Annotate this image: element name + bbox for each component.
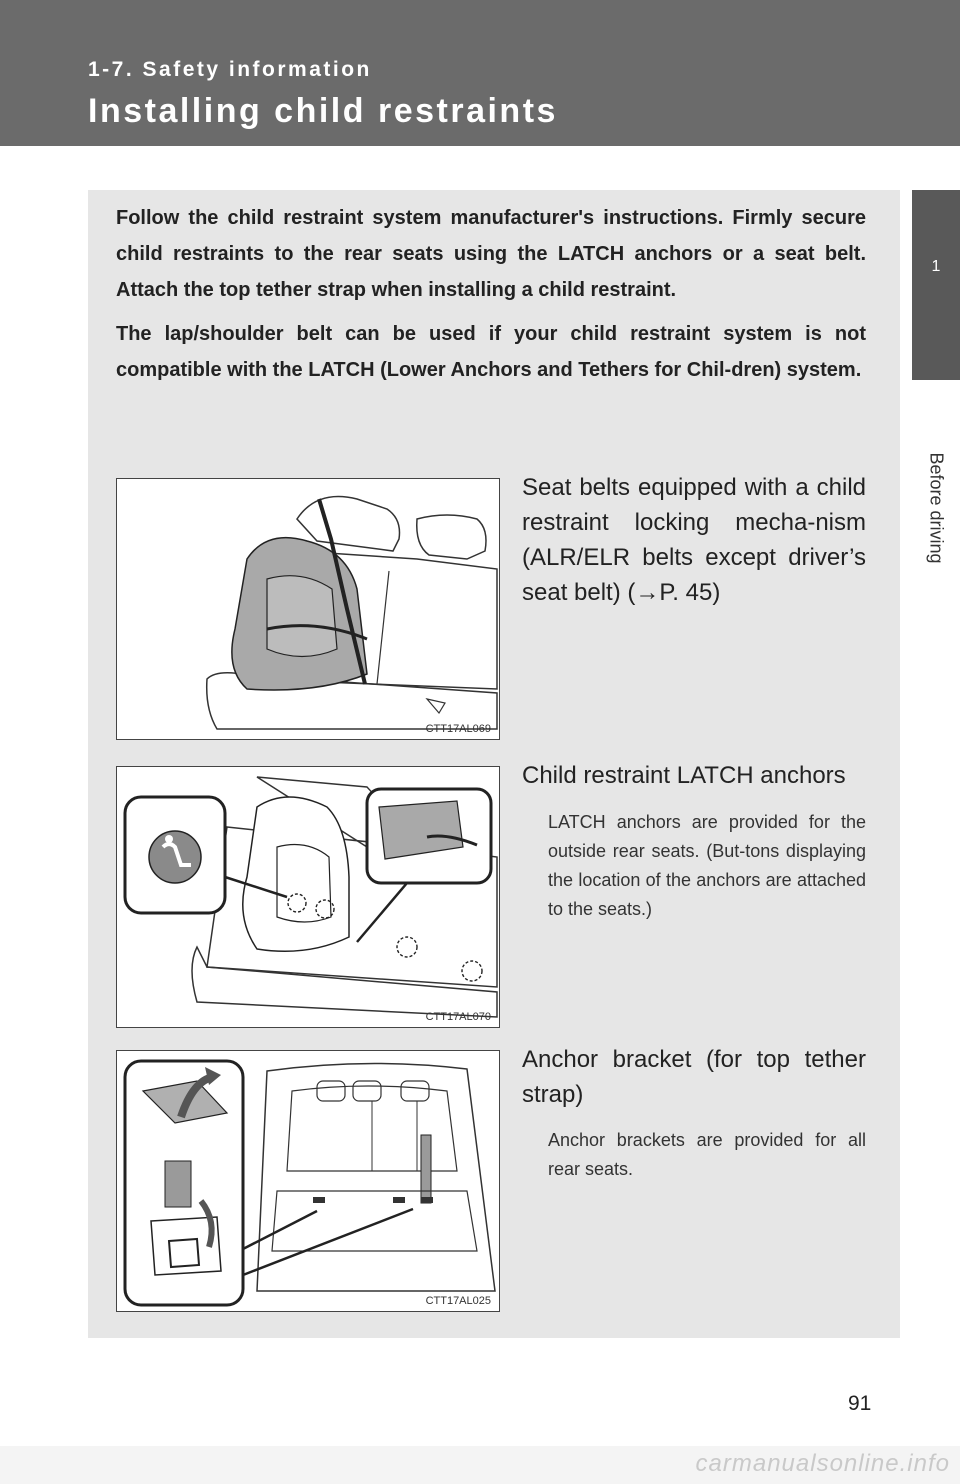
watermark-band [0, 1446, 960, 1484]
section-label: 1-7. Safety information [88, 58, 372, 81]
item-latch-body: LATCH anchors are provided for the outside rear seats. (But-tons displaying the location of the anchors are attached to the seats.) [548, 812, 866, 919]
figure-latch-anchors [116, 766, 500, 1028]
chapter-label: Before driving [926, 452, 947, 564]
item-seat-belt-title: Seat belts equipped with a child restraint locking mecha-nism (ALR/ELR belts except driver’s seat belt) (→P. 45) [522, 474, 866, 606]
intro-paragraph-2: The lap/shoulder belt can be used if your child restraint system is not compatible with the LATCH (Lower Anchors and Tethers for Chil-dren) system. [116, 323, 866, 381]
page-number: 91 [848, 1392, 872, 1415]
figure-seat-belt-child-seat [116, 478, 500, 740]
page-title: Installing child restraints [88, 92, 558, 130]
chapter-thumb-tab [912, 190, 960, 380]
figure-anchor-brackets [116, 1050, 500, 1312]
watermark-text: carmanualsonline.info [695, 1450, 950, 1477]
item-latch-title: Child restraint LATCH anchors [522, 762, 846, 789]
figure-code: CTT17AL070 [425, 1011, 491, 1023]
item-bracket-title: Anchor bracket (for top tether strap) [522, 1046, 866, 1108]
intro-text [116, 200, 866, 396]
figure-code: CTT17AL069 [425, 723, 491, 735]
intro-paragraph-1: Follow the child restraint system manufacturer's instructions. Firmly secure child restraints to the rear seats using the LATCH anchors or a seat belt. Attach the top tether strap when installing a child restraint. [116, 207, 866, 301]
figure-code: CTT17AL025 [425, 1295, 491, 1307]
chapter-number: 1 [931, 258, 941, 275]
item-bracket-body: Anchor brackets are provided for all rear seats. [548, 1130, 866, 1179]
